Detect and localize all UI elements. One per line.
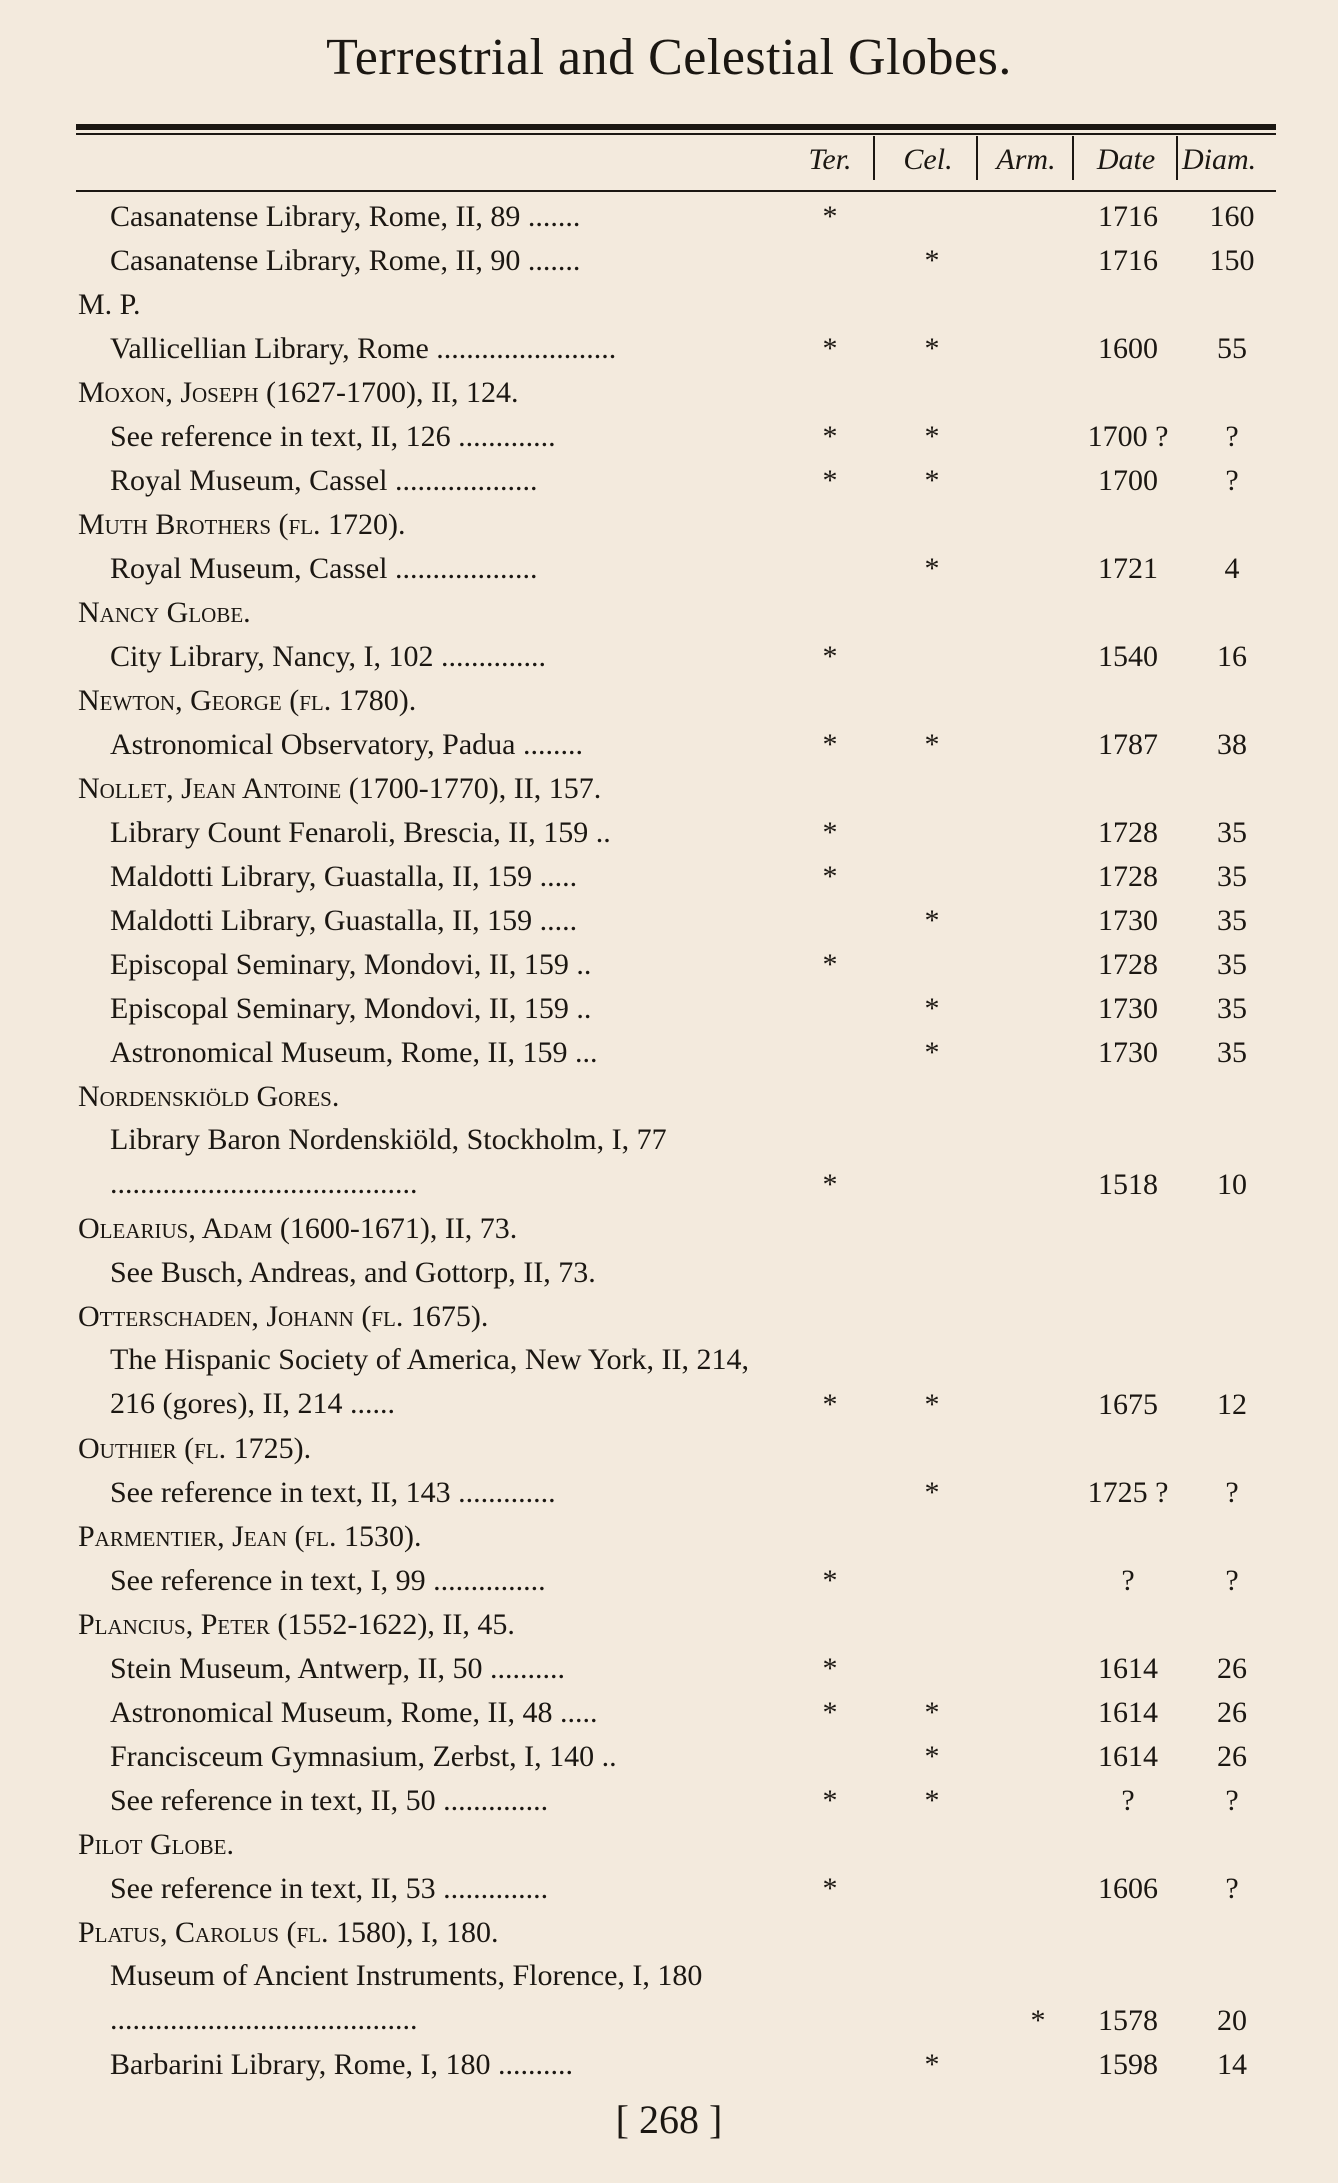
terrestrial-mark: *	[822, 816, 838, 849]
location-text: Astronomical Museum, Rome, II, 159 ...	[110, 1036, 598, 1069]
maker-heading-row	[0, 1296, 1338, 1340]
date-cell: 1540	[1098, 640, 1158, 673]
date-cell: 1518	[1098, 1168, 1158, 1201]
celestial-mark: *	[924, 1036, 940, 1069]
column-divider	[1176, 136, 1178, 180]
diameter-cell: 35	[1217, 992, 1247, 1025]
column-divider	[873, 136, 875, 180]
maker-heading-row	[0, 1824, 1338, 1868]
diameter-cell: 38	[1217, 728, 1247, 761]
celestial-mark: *	[924, 552, 940, 585]
globe-entry-row	[0, 1736, 1338, 1780]
location-text: See reference in text, II, 143 .............	[110, 1476, 556, 1509]
globe-entry-list	[0, 196, 1338, 2088]
diameter-cell: ?	[1225, 1872, 1239, 1905]
date-cell: 1614	[1098, 1740, 1158, 1773]
date-cell: 1700 ?	[1087, 420, 1169, 453]
date-cell: 1675	[1098, 1388, 1158, 1421]
globe-entry-row	[0, 2044, 1338, 2088]
celestial-mark: *	[924, 992, 940, 1025]
globe-entry-row	[0, 1956, 1338, 2044]
location-text: Royal Museum, Cassel ...................	[110, 552, 538, 585]
diameter-cell: 150	[1209, 244, 1255, 277]
column-divider	[976, 136, 978, 180]
date-cell: 1614	[1098, 1652, 1158, 1685]
date-cell: 1728	[1098, 816, 1158, 849]
location-text: See reference in text, II, 53 ..............	[110, 1872, 549, 1905]
armillary-mark: *	[1030, 2004, 1046, 2037]
globe-entry-row	[0, 856, 1338, 900]
location-text: Astronomical Observatory, Padua ........	[110, 728, 583, 761]
terrestrial-mark: *	[822, 420, 838, 453]
globe-entry-row	[0, 724, 1338, 768]
date-cell: 1721	[1098, 552, 1158, 585]
globe-entry-row	[0, 636, 1338, 680]
location-text: Maldotti Library, Guastalla, II, 159 .....	[110, 904, 578, 937]
celestial-mark: *	[924, 904, 940, 937]
date-cell: 1716	[1098, 244, 1158, 277]
globe-entry-row	[0, 416, 1338, 460]
terrestrial-mark: *	[822, 860, 838, 893]
celestial-mark: *	[924, 244, 940, 277]
terrestrial-mark: *	[822, 464, 838, 497]
diameter-cell: 35	[1217, 816, 1247, 849]
globe-entry-row	[0, 196, 1338, 240]
diameter-cell: 26	[1217, 1696, 1247, 1729]
globe-entry-row	[0, 1868, 1338, 1912]
globe-entry-row	[0, 1340, 1338, 1428]
celestial-mark: *	[924, 332, 940, 365]
maker-heading-row	[0, 1604, 1338, 1648]
maker-heading: Newton, George (fl. 1780).	[78, 684, 417, 717]
globe-entry-row	[0, 988, 1338, 1032]
maker-heading: Parmentier, Jean (fl. 1530).	[78, 1520, 422, 1553]
celestial-mark: *	[924, 2048, 940, 2081]
maker-heading-row	[0, 1428, 1338, 1472]
diameter-cell: 4	[1224, 552, 1240, 585]
header-bottom-rule	[76, 190, 1276, 192]
maker-heading: Plancius, Peter (1552-1622), II, 45.	[78, 1608, 515, 1641]
diameter-cell: 35	[1217, 860, 1247, 893]
date-cell: 1598	[1098, 2048, 1158, 2081]
globe-entry-row	[0, 1252, 1338, 1296]
location-text: Stein Museum, Antwerp, II, 50 ..........	[110, 1652, 565, 1685]
globe-entry-row	[0, 1472, 1338, 1516]
location-text: Astronomical Museum, Rome, II, 48 .....	[110, 1696, 598, 1729]
location-text: Library Baron Nordenskiöld, Stockholm, I, 77 .........................................	[110, 1123, 667, 1200]
location-text: See reference in text, I, 99 ...............	[110, 1564, 546, 1597]
date-cell: 1730	[1098, 1036, 1158, 1069]
top-rule-thick	[76, 124, 1276, 130]
date-cell: 1614	[1098, 1696, 1158, 1729]
terrestrial-mark: *	[822, 1168, 838, 1201]
maker-heading-row	[0, 680, 1338, 724]
globe-entry-row	[0, 1648, 1338, 1692]
date-cell: 1578	[1098, 2004, 1158, 2037]
diameter-cell: 35	[1217, 1036, 1247, 1069]
date-cell: 1728	[1098, 948, 1158, 981]
date-cell: 1600	[1098, 332, 1158, 365]
diameter-cell: 160	[1209, 200, 1255, 233]
maker-heading: Nancy Globe.	[78, 596, 251, 629]
celestial-mark: *	[924, 1388, 940, 1421]
diameter-cell: 35	[1217, 948, 1247, 981]
column-header-diam: Diam.	[1182, 143, 1257, 176]
maker-heading: Outhier (fl. 1725).	[78, 1432, 312, 1465]
date-cell: 1606	[1098, 1872, 1158, 1905]
terrestrial-mark: *	[822, 1388, 838, 1421]
celestial-mark: *	[924, 1740, 940, 1773]
diameter-cell: 20	[1217, 2004, 1247, 2037]
location-text: Episcopal Seminary, Mondovi, II, 159 ..	[110, 992, 592, 1025]
globe-entry-row	[0, 460, 1338, 504]
terrestrial-mark: *	[822, 1696, 838, 1729]
date-cell: 1728	[1098, 860, 1158, 893]
terrestrial-mark: *	[822, 640, 838, 673]
maker-heading: Nordenskiöld Gores.	[78, 1080, 340, 1113]
location-text: Casanatense Library, Rome, II, 89 .......	[110, 200, 581, 233]
date-cell: 1716	[1098, 200, 1158, 233]
maker-heading-row	[0, 1208, 1338, 1252]
globe-entry-row	[0, 240, 1338, 284]
date-cell: 1725 ?	[1087, 1476, 1169, 1509]
diameter-cell: 26	[1217, 1740, 1247, 1773]
location-text: City Library, Nancy, I, 102 ..............	[110, 640, 547, 673]
location-text: Episcopal Seminary, Mondovi, II, 159 ..	[110, 948, 592, 981]
top-rule-thin	[76, 133, 1276, 135]
maker-heading-row	[0, 372, 1338, 416]
maker-heading-row	[0, 284, 1338, 328]
location-text: Museum of Ancient Instruments, Florence, I, 180 .........................................	[110, 1959, 703, 2036]
globe-entry-row	[0, 1692, 1338, 1736]
diameter-cell: 26	[1217, 1652, 1247, 1685]
terrestrial-mark: *	[822, 1784, 838, 1817]
terrestrial-mark: *	[822, 332, 838, 365]
celestial-mark: *	[924, 1476, 940, 1509]
maker-heading: Platus, Carolus (fl. 1580), I, 180.	[78, 1916, 499, 1949]
diameter-cell: ?	[1225, 1476, 1239, 1509]
celestial-mark: *	[924, 420, 940, 453]
diameter-cell: 12	[1217, 1388, 1247, 1421]
column-header-cel: Cel.	[903, 143, 953, 176]
celestial-mark: *	[924, 464, 940, 497]
maker-heading-row	[0, 592, 1338, 636]
maker-heading: Nollet, Jean Antoine (1700-1770), II, 157.	[78, 772, 602, 805]
location-text: Library Count Fenaroli, Brescia, II, 159 ..	[110, 816, 611, 849]
maker-heading: Muth Brothers (fl. 1720).	[78, 508, 406, 541]
diameter-cell: 35	[1217, 904, 1247, 937]
column-header-ter: Ter.	[808, 143, 852, 176]
location-text: Royal Museum, Cassel ...................	[110, 464, 538, 497]
globe-entry-row	[0, 1032, 1338, 1076]
date-cell: 1700	[1098, 464, 1158, 497]
diameter-cell: ?	[1225, 420, 1239, 453]
maker-heading-row	[0, 1912, 1338, 1956]
column-divider	[1072, 136, 1074, 180]
maker-heading: Pilot Globe.	[78, 1828, 234, 1861]
globe-entry-row	[0, 548, 1338, 592]
date-cell: 1787	[1098, 728, 1158, 761]
maker-heading: Moxon, Joseph (1627-1700), II, 124.	[78, 376, 519, 409]
globe-entry-row	[0, 1120, 1338, 1208]
globe-entry-row	[0, 944, 1338, 988]
location-text: Francisceum Gymnasium, Zerbst, I, 140 ..	[110, 1740, 617, 1773]
diameter-cell: 16	[1217, 640, 1247, 673]
globe-entry-row	[0, 1780, 1338, 1824]
terrestrial-mark: *	[822, 200, 838, 233]
date-cell: 1730	[1098, 904, 1158, 937]
globe-entry-row	[0, 328, 1338, 372]
location-text: Barbarini Library, Rome, I, 180 ..........	[110, 2048, 573, 2081]
page-title: Terrestrial and Celestial Globes.	[326, 29, 1012, 86]
maker-heading-row	[0, 768, 1338, 812]
diameter-cell: ?	[1225, 1784, 1239, 1817]
celestial-mark: *	[924, 1696, 940, 1729]
column-header-date: Date	[1096, 143, 1156, 176]
location-text: See reference in text, II, 126 .............	[110, 420, 556, 453]
location-text: Maldotti Library, Guastalla, II, 159 .....	[110, 860, 578, 893]
maker-heading: M. P.	[78, 288, 141, 321]
location-text: See Busch, Andreas, and Gottorp, II, 73.	[110, 1256, 596, 1289]
maker-heading-row	[0, 504, 1338, 548]
column-header-arm: Arm.	[996, 143, 1056, 176]
globe-entry-row	[0, 812, 1338, 856]
terrestrial-mark: *	[822, 948, 838, 981]
date-cell: ?	[1121, 1784, 1135, 1817]
location-text: The Hispanic Society of America, New York, II, 214, 216 (gores), II, 214 ......	[110, 1343, 750, 1420]
celestial-mark: *	[924, 728, 940, 761]
diameter-cell: ?	[1225, 464, 1239, 497]
location-text: See reference in text, II, 50 ..............	[110, 1784, 549, 1817]
diameter-cell: 10	[1217, 1168, 1247, 1201]
location-text: Casanatense Library, Rome, II, 90 .......	[110, 244, 581, 277]
date-cell: ?	[1121, 1564, 1135, 1597]
diameter-cell: ?	[1225, 1564, 1239, 1597]
maker-heading: Otterschaden, Johann (fl. 1675).	[78, 1300, 489, 1333]
page-number: [ 268 ]	[615, 2097, 723, 2142]
celestial-mark: *	[924, 1784, 940, 1817]
maker-heading-row	[0, 1076, 1338, 1120]
location-text: Vallicellian Library, Rome ........................	[110, 332, 617, 365]
date-cell: 1730	[1098, 992, 1158, 1025]
terrestrial-mark: *	[822, 1872, 838, 1905]
terrestrial-mark: *	[822, 728, 838, 761]
diameter-cell: 55	[1217, 332, 1247, 365]
terrestrial-mark: *	[822, 1564, 838, 1597]
diameter-cell: 14	[1217, 2048, 1247, 2081]
maker-heading: Olearius, Adam (1600-1671), II, 73.	[78, 1212, 518, 1245]
maker-heading-row	[0, 1516, 1338, 1560]
globe-entry-row	[0, 1560, 1338, 1604]
globe-entry-row	[0, 900, 1338, 944]
terrestrial-mark: *	[822, 1652, 838, 1685]
